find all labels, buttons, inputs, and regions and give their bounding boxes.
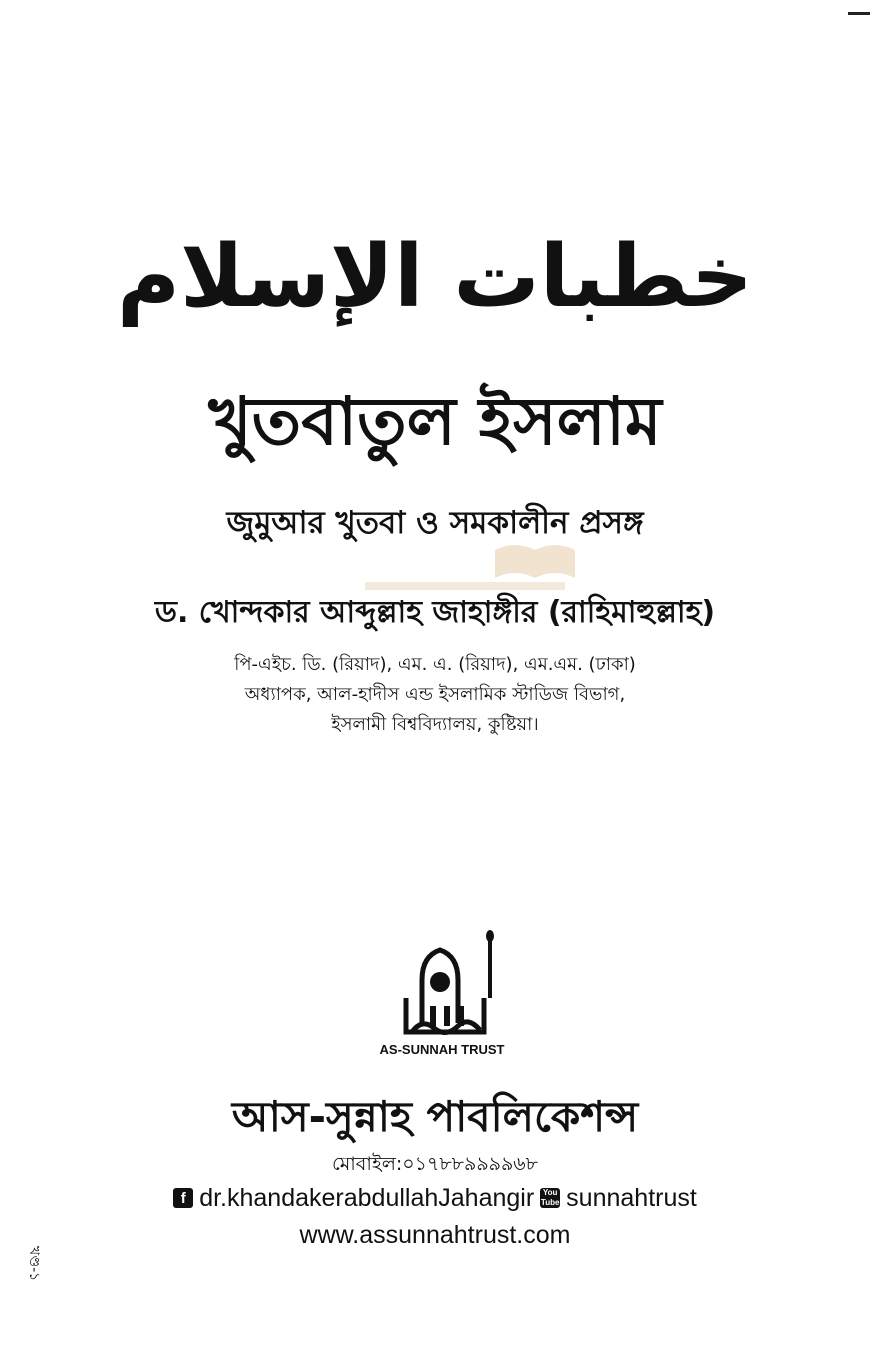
margin-note: খণ্ড-১ <box>26 1246 42 1282</box>
arabic-title: خطبات الإسلام <box>117 227 753 327</box>
corner-mark <box>848 0 870 15</box>
mosque-logo-icon <box>372 928 512 1068</box>
subtitle: জুমুআর খুতবা ও সমকালীন প্রসঙ্গ <box>226 505 644 541</box>
facebook-handle[interactable]: dr.khandakerabdullahJahangir <box>199 1184 535 1212</box>
youtube-icon: You Tube <box>540 1188 560 1207</box>
facebook-icon: f <box>173 1188 193 1208</box>
credential-position: অধ্যাপক, আল-হাদীস এন্ড ইসলামিক স্টাডিজ বিভাগ, <box>244 684 626 705</box>
bangla-title: খুতবাতুল ইসলাম <box>208 383 662 460</box>
author-name: ড. খোন্দকার আব্দুল্লাহ জাহাঙ্গীর (রাহিমাহুল্লাহ) <box>154 595 716 630</box>
social-links <box>0 1180 870 1216</box>
website-link[interactable]: www.assunnahtrust.com <box>299 1221 571 1249</box>
mobile-number: মোবাইল:০১৭৮৮৯৯৯৯৬৮ <box>332 1153 538 1175</box>
youtube-handle[interactable]: sunnahtrust <box>566 1184 697 1212</box>
publisher-name: আস-সুন্নাহ পাবলিকেশন্স <box>231 1092 639 1141</box>
logo-text: AS-SUNNAH TRUST <box>379 1042 505 1057</box>
author-credentials <box>0 650 870 740</box>
credential-university: ইসলামী বিশ্ববিদ্যালয়, কুষ্টিয়া। <box>331 714 539 735</box>
contact-block <box>0 1148 870 1254</box>
credential-degrees: পি-এইচ. ডি. (রিয়াদ), এম. এ. (রিয়াদ), এম.এম. (ঢাকা) <box>234 654 636 675</box>
